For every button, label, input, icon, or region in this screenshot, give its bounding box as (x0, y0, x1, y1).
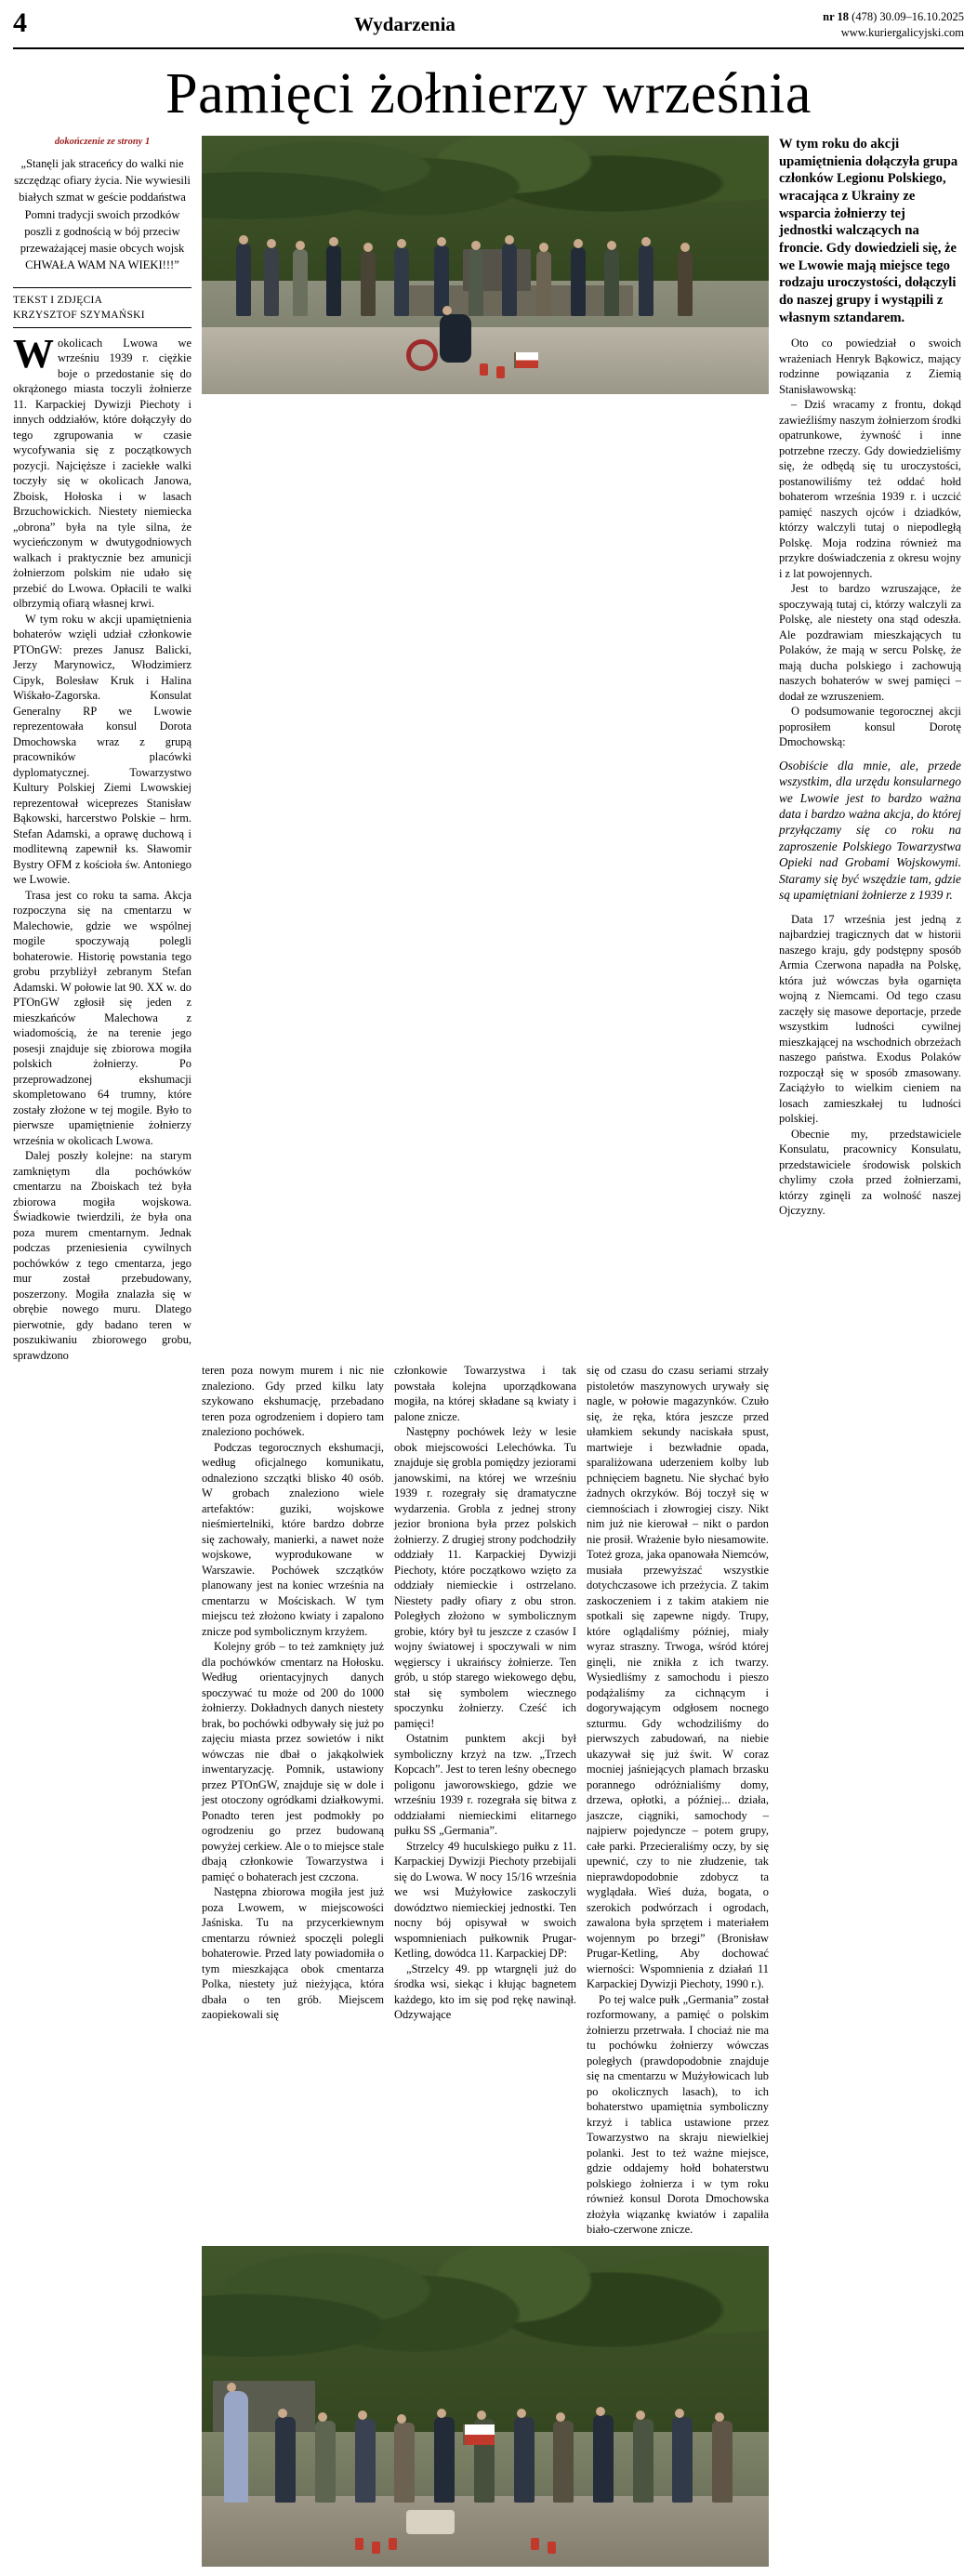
lead-paragraph: W tym roku do akcji upamiętnienia dołączyła grupa członków Legionu Polskiego, wracająca z Ukrainy ze wsparcia żołnierzy tej jednostki walczących na froncie. Gdy dowiedzieli się, że we Lwowie mają miejsce tego rodzaju uroczystości, dołączyli do naszej grupy i wystąpili z własnym sztandarem. (779, 136, 958, 325)
byline-divider-top (13, 287, 191, 288)
article-grid (13, 136, 964, 2567)
issue-line (685, 9, 964, 25)
website-url[interactable]: www.kuriergalicyjski.com (840, 25, 964, 39)
paragraph: Jest to bardzo wzruszające, że spoczywają tutaj ci, którzy walczyli za Polskę, ale niestety ona stąd odeszła. Ale pozdrawiam mieszkających tu Polaków, że mają w sercu Polskę, że mają ducha polskiego i zachowują naszych bohaterów w swej pamięci – dodał ze wzruszeniem. (779, 582, 961, 703)
paragraph: – Dziś wracamy z frontu, dokąd zawieźliśmy naszym żołnierzom środki opatrunkowe, żywność i inne potrzebne rzeczy. Gdy dowiedzieliśmy się, że odbędą się tu uroczystości, postanowiliśmy też oddać hołd bohaterom września 1939 r. i uczcić pamięć naszych ojców i dziadków, którzy walczyli tutaj o niepodległą Polskę. Moja rodzina również ma przykre doświadczenia z okresu wojny i z lat powojennych. (779, 398, 961, 580)
column-4 (587, 1363, 769, 2238)
paragraph: się od czasu do czasu seriami strzały pistoletów maszynowych urywały się nagle, w połowie magazynków. Czuło się, że ręka, która jeszcze przed ułamkiem sekundy naciskała spust, martwieje i bezwładnie opada, sparaliżowana uderzeniem kolby lub pchnięciem bagnetu. Nie słychać było żadnych okrzyków. Bój toczył się w ciemnościach i złowrogiej ciszy. Nikt nim już nie kierował – nikt o pardon nie prosił. Wrażenie było niesamowite. Toteż groza, jaka opanowała Niemców, musiała przewyższać wszystkie dotychczasowe ich przeżycia. Z takim zaskoczeniem i z takim atakiem nie spotkali się zapewne nigdy. Trupy, które oglądaliśmy później, miały wyraz straszny. Trwoga, wśród której ginęli, nie znikła z ich twarzy. Wysiedliśmy z samochodu i pieszo podążaliśmy za cichnącym i dogorywającym odgłosem nocnego szturmu. Gdy wchodziliśmy do pierwszych zabudowań, na niebie ukazywał się już świt. W coraz mocniej jaśniejących plamach brzasku porannego odróżnialiśmy domy, drzewa, opłotki, a później... działa, jaszcze, ciągniki, samochody – najpierw pojedyncze – potem grupy, całe parki. Przecieraliśmy oczy, by się upewnić, czy to nie złudzenie, tak nieprawdopodobnie zdobycz ta wyglądała. Wieś duża, bogata, o szerokich podwórzach i ogrodach, zawalona była sprzętem i materiałem wojennym po brzegi” (Bronisław Prugar-Ketling, Aby dochować wierności: Wspomnienia z działań 11 Karpackiej Dywizji Piechoty, 1990 r.). (587, 1364, 769, 1991)
poem-quote: „Stanęli jak straceńcy do walki nie szczędząc ofiary życia. Nie wywiesili białych szmat w geście poddaństwa Pomni tradycji swoich przodków poszli z godnością w bój przeciw przeważającej masie obcych wojsk CHWAŁA WAM NA WIEKI!!!” (14, 156, 191, 272)
section-title: Wydarzenia (354, 13, 455, 35)
issue-info (685, 9, 964, 41)
paragraph: Strzelcy 49 huculskiego pułku z 11. Karpackiej Dywizji Piechoty przebijali się do Lwowa. W nocy 15/16 września we wsi Mużyłowice zaskoczyli dowództwo niemieckiej jednostki. Ten nocny bój opisywał w swoich wspomnieniach pułkownik Prugar-Ketling, dowódca 11. Karpackiej DP: (394, 1839, 576, 1961)
paragraph: Oto co powiedział o swoich wrażeniach Henryk Bąkowicz, mający rodzinne powiązania z Ziemią Stanisławowską: (779, 337, 961, 396)
paragraph: teren poza nowym murem i nic nie znaleziono. Gdy przed kilku laty szykowano ekshumację, przebadano teren poza ogrodzeniem i dopiero tam znaleziono pochówek. (202, 1364, 384, 1439)
paragraph: „Strzelcy 49. pp wtargnęli już do środka wsi, siekąc i kłując bagnetem każdego, kto im się pod rękę nawinął. Odzywające (394, 1962, 576, 2022)
issue-number: nr 18 (823, 10, 850, 23)
page-title: Pamięci żołnierzy września (165, 61, 812, 125)
byline-credit-label: TEKST I ZDJĘCIA (13, 294, 103, 306)
photo-top-wrapper (202, 136, 769, 403)
photo-ceremony-wreath (202, 136, 769, 394)
paragraph: Następna zbiorowa mogiła jest już poza Lwowem, w miejscowości Jaśniska. Tu na przycerkiewnym cmentarzu również spoczęli polegli bohaterowie. Przed laty powiadomiła o tym mieszkająca obok cmentarza Polka, niestety już nieżyjąca, która dbała o ten grób. Miejscem zaopiekowali się (202, 1885, 384, 2022)
continuation-note: dokończenie ze strony 1 (54, 136, 151, 147)
column-3 (394, 1363, 576, 2023)
masthead-divider (13, 47, 964, 49)
paragraph: Trasa jest co roku ta sama. Akcja rozpoczyna się na cmentarzu w Malechowie, gdzie we wspólnej mogile spoczywają polegli bohaterowie. Historię powstania tego grobu przybliżył zebranym Stefan Adamski. W połowie lat 90. XX w. do PTOnGW zgłosił się jeden z mieszkańców Malechowa z wiadomością, że na terenie jego posesji znajduje się zbiorowa mogiła polskich żołnierzy. Po przeprowadzonej ekshumacji skompletowano 64 trumny, które zostały złożone w tej mogile. Było to pierwsze upamiętnienie żołnierzy września w okolicach Lwowa. (13, 888, 191, 1147)
paragraph: W tym roku w akcji upamiętnienia bohaterów wzięli udział członkowie PTOnGW: prezes Janusz Balicki, Jerzy Marynowicz, Włodzimierz Cipyk, Bolesław Kruk i Halina Wiśkało-Zagorska. Konsulat Generalny RP we Lwowie reprezentowała konsul Dorota Dmochowska wraz z grupą pracowników placówki dyplomatycznej. Towarzystwo Kultury Polskiej Ziemi Lwowskiej reprezentował wiceprezes Stanisław Bąkowski, harcerstwo Polskie – hrm. Stefan Adamski, a oprawę duchową i modlitewną zapewnił ks. Sławomir Bystry OFM z kościoła św. Antoniego we Lwowie. (13, 612, 191, 887)
column-2 (202, 1363, 384, 2023)
paragraph: Podczas tegorocznych ekshumacji, według oficjalnego komunikatu, odnaleziono szczątki blisko 40 osób. W grobach znaleziono wiele artefaktów: guziki, wojskowe nieśmiertelniki, które bardzo dobrze się zachowały, manierki, a nawet noże wojskowe, wyprodukowane w Warszawie. Pochówek szczątków planowany jest na koniec września na cmentarzu w Mościskach. W tym miejscu też złożono kwiaty i zapalono znicze pod symbolicznym krzyżem. (202, 1440, 384, 1638)
paragraph: Ostatnim punktem akcji był symboliczny krzyż na tzw. „Trzech Kopcach”. Jest to teren leśny obecnego poligonu jaworowskiego, gdzie we wrześniu 1939 r. rozegrała się bitwa z oddziałami niemieckimi elitarnego pułku SS „Germania”. (394, 1732, 576, 1838)
paragraph: członkowie Towarzystwa i tak powstała kolejna uporządkowana mogiła, na której składane są kwiaty i palone znicze. (394, 1364, 576, 1423)
column-1 (13, 136, 191, 1363)
paragraph: Data 17 września jest jedną z najbardziej tragicznych dat w historii naszego kraju, gdy podstępny sposób Armia Czerwona napadła na Polskę, która już wówczas była ogarnięta wojną z Niemcami. Od tego czasu zaczęły się masowe deportacje, przede wszystkim ludności cywilnej mieszkającej na wschodnich obrzeżach naszego państwa. Exodus Polaków rozpoczął się w sposób zmasowany. Zaciążyło to wielkim cieniem na losach zamieszkałej tu ludności polskiej. (779, 912, 961, 1126)
byline-author: KRZYSZTOF SZYMAŃSKI (13, 309, 145, 321)
pull-quote: Osobiście dla mnie, ale, przede wszystkim, dla urzędu konsularnego we Lwowie jest to bardzo ważna data i bardzo ważna akcja, do której przyłączamy się co roku na zaproszenie Polskiego Towarzystwa Opieki nad Grobami Wojskowymi. Staramy się być wszędzie tam, gdzie są upamiętniani żołnierze z 1939 r. (779, 758, 961, 903)
paragraph: Następny pochówek leży w lesie obok miejscowości Lelechówka. Tu znajduje się grobla pomiędzy jeziorami janowskimi, na której we wrześniu 1939 r. rozegrały się dramatyczne wydarzenia. Grobla z jednej strony jezior broniona była przez polskich żołnierzy. Z drugiej strony podchodziły oddziały 11. Karpackiej Dywizji Piechoty, które początkowo wzięto za oddziały niemieckie i ostrzelano. Niestety padły ofiary z obu stron. Poległych złożono w symbolicznym grobie, który był tu jeszcze z czasów I wojny światowej i spoczywali w nim węgierscy i ukraińscy żołnierze. Ten grób, u stóp starego wiekowego dębu, stał się symbolem wiecznego spoczynku żołnierzy. Cześć ich pamięci! (394, 1425, 576, 1730)
paragraph: O podsumowanie tegorocznej akcji poprosiłem konsul Dorotę Dmochowską: (779, 705, 961, 749)
photo-bottom-wrapper (202, 2238, 769, 2567)
byline-divider-bottom (13, 327, 191, 328)
paragraph: Po tej walce pułk „Germania” został rozformowany, a pamięć o polskim żołnierzu przetrwała. I chociaż nie ma tu pochówku żołnierzy wówczas poległych (prawdopodobnie znajduje się na cmentarzu w Mużyłowicach lub po okolicznych lasach), to ich bohaterstwo upamiętnia symboliczny krzyż i tablica ustawione przez Towarzystwo na skraju niewielkiej polanki. Jest to też ważne miejsce, gdzie oddajemy hołd bohaterstwu polskiego żołnierza i w tym roku również konsul Dorota Dmochowska złożyła wiązankę kwiatów i zapaliła biało-czerwone znicze. (587, 1992, 769, 2237)
masthead (13, 7, 964, 45)
byline (13, 293, 191, 323)
paragraph: Kolejny grób – to też zamknięty już dla pochówków cmentarz na Hołosku. Według orientacyjnych danych spoczywać tu może od 200 do 1000 żołnierzy. Dokładnych danych niestety brak, bo pochówki odbywały się już po zajęciu miasta przez sowietów i nikt wówczas nie dbał o jakąkolwiek inwentaryzację. Pomnik, ustawiony przez PTOnGW, znajduje się w dole i jest otoczony ogródkami działkowymi. Ponadto teren jest podmokły po ogrodzeniu go przez budowaną powyżej cerkiew. Ale o to miejsce stale dbają członkowie Towarzystwa i pamięć o bohaterach jest czczona. (202, 1640, 384, 1883)
page-number: 4 (13, 7, 27, 38)
paragraph: Obecnie my, przedstawiciele Konsulatu, pracownicy Konsulatu, przedstawiciele środowisk polskich chylimy czoła przed żołnierzami, którzy zginęli za wolność naszej Ojczyzny. (779, 1127, 961, 1218)
issue-date: (478) 30.09–16.10.2025 (849, 10, 964, 23)
column-5 (779, 136, 961, 1219)
paragraph: Dalej poszły kolejne: na starym zamkniętym dla pochówków cmentarzu na Zboiskach też była zbiorowa mogiła wojskowa. Świadkowie twierdzili, że była ona poza murem cmentarnym. Jednak podczas przeniesienia cywilnych pochówków z tego cmentarza, jego mur został przebudowany, poszerzony. Mogiła znalazła się w obrębie nowego muru. Dlatego pierwotnie, gdy badano teren w poszukiwaniu zbiorowego grobu, sprawdzono (13, 1149, 191, 1362)
paragraph: Wokolicach Lwowa we wrześniu 1939 r. ciężkie boje o przedostanie się do okrążonego miasta toczyli żołnierze 11. Karpackiej Dywizji Piechoty i innych oddziałów, które dołączyły do tego zgrupowania w czasie wycofywania się z początkowych pozycji. Najcięższe i zaciekłe walki toczyły się w okolicach Janowa, Zboisk, Hołoska i w lasach Brzuchowickich. Niestety niemiecka „obrona” była na tyle silna, że wycieńczonym w dwutygodniowych walkach i praktycznie bez amunicji żołnierzom polskim nie udało się przebić do Lwowa. Opłacili te walki olbrzymią ofiarą własnej krwi. (13, 330, 191, 611)
photo-ceremony-group (202, 2246, 769, 2567)
